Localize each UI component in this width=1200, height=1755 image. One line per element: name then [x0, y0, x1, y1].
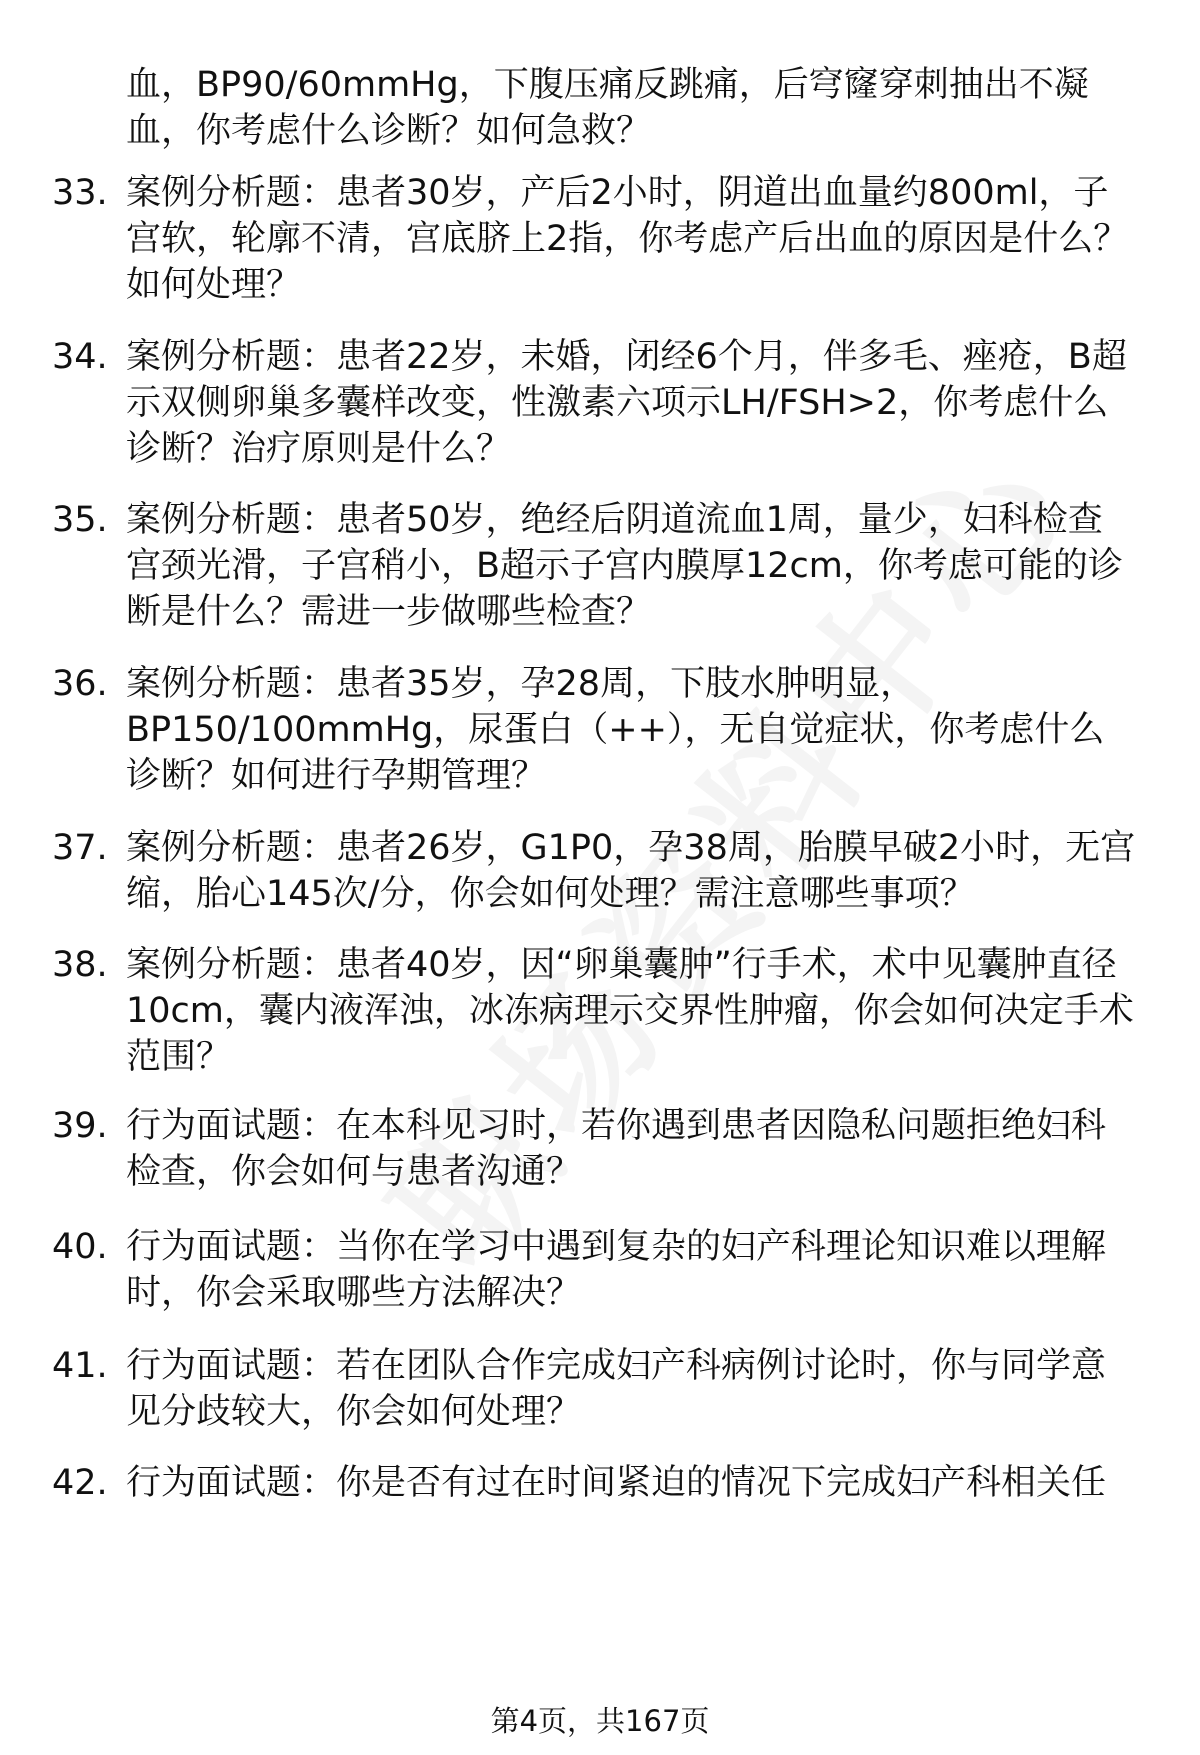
question-item-39: [52, 1103, 1146, 1195]
question-text: 行为面试题：在本科见习时，若你遇到患者因隐私问题拒绝妇科检查，你会如何与患者沟通？: [126, 1106, 1107, 1192]
question-item-36: [52, 661, 1146, 799]
question-number: 35.: [52, 500, 108, 540]
question-item-41: [52, 1343, 1146, 1435]
question-number: 41.: [52, 1346, 108, 1386]
question-item-33: [52, 170, 1146, 308]
question-number: 42.: [52, 1463, 108, 1503]
question-item-35: [52, 497, 1146, 635]
question-number: 40.: [52, 1227, 108, 1267]
question-text: 行为面试题：当你在学习中遇到复杂的妇产科理论知识难以理解时，你会采取哪些方法解决？: [126, 1227, 1107, 1313]
question-item-38: [52, 942, 1146, 1080]
question-number: 36.: [52, 664, 108, 704]
question-text: 案例分析题：患者40岁，因“卵巢囊肿”行手术，术中见囊肿直径10cm，囊内液浑浊，冰冻病理示交界性肿瘤，你会如何决定手术范围？: [126, 945, 1134, 1077]
question-text: 行为面试题：若在团队合作完成妇产科病例讨论时，你与同学意见分歧较大，你会如何处理？: [126, 1346, 1107, 1432]
question-number: 38.: [52, 945, 108, 985]
question-number: 39.: [52, 1106, 108, 1146]
question-number: 34.: [52, 337, 108, 377]
question-text: 案例分析题：患者22岁，未婚，闭经6个月，伴多毛、痤疮，B超示双侧卵巢多囊样改变，性激素六项示LH/FSH>2，你考虑什么诊断？治疗原则是什么？: [126, 337, 1127, 469]
question-number: 37.: [52, 828, 108, 868]
question-item-42: [52, 1460, 1146, 1506]
question-number: 33.: [52, 173, 108, 213]
question-text: 案例分析题：患者30岁，产后2小时，阴道出血量约800ml，子宫软，轮廓不清，宫底脐上2指，你考虑产后出血的原因是什么？如何处理？: [126, 173, 1129, 305]
question-text: 案例分析题：患者50岁，绝经后阴道流血1周，量少，妇科检查宫颈光滑，子宫稍小，B超示子宫内膜厚12cm，你考虑可能的诊断是什么？需进一步做哪些检查？: [126, 500, 1123, 632]
question-item-37: [52, 825, 1146, 917]
question-text: 案例分析题：患者26岁，G1P0，孕38周，胎膜早破2小时，无宫缩，胎心145次/分，你会如何处理？需注意哪些事项？: [126, 828, 1136, 914]
question-item-40: [52, 1224, 1146, 1316]
page-number: 第4页，共167页: [490, 1704, 710, 1738]
question-item-34: [52, 334, 1146, 472]
question-text: 案例分析题：患者35岁，孕28周，下肢水肿明显，BP150/100mmHg，尿蛋白（++），无自觉症状，你考虑什么诊断？如何进行孕期管理？: [126, 664, 1105, 796]
continued-question-text: 血，BP90/60mmHg，下腹压痛反跳痛，后穹窿穿刺抽出不凝血，你考虑什么诊断？如何急救？: [126, 65, 1089, 151]
question-text: 行为面试题：你是否有过在时间紧迫的情况下完成妇产科相关任: [126, 1463, 1107, 1503]
